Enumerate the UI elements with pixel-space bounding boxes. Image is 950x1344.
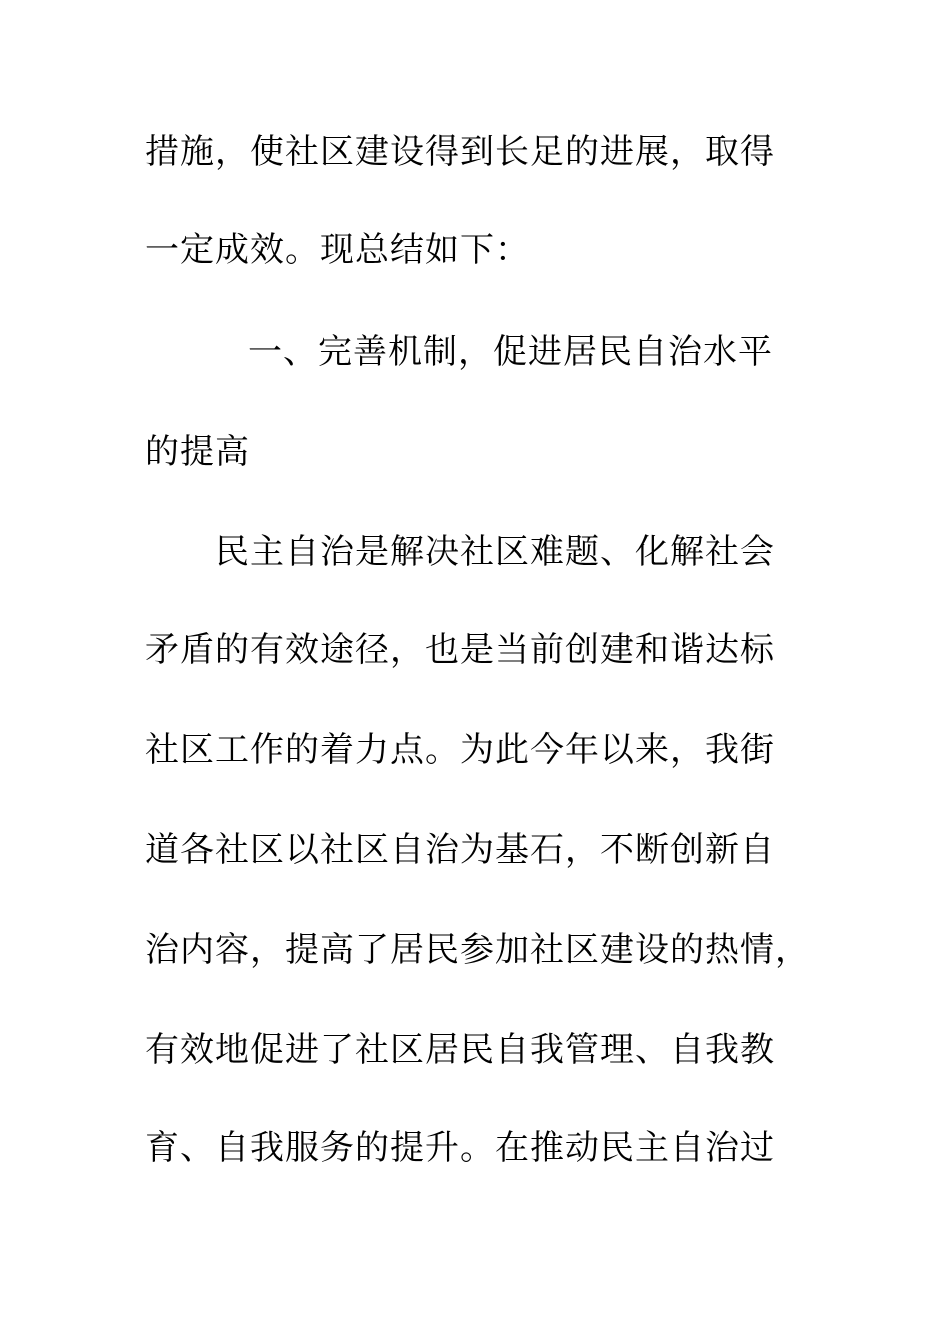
paragraph-line: 道各社区以社区自治为基石，不断创新自 bbox=[145, 830, 775, 870]
section-heading: 一、完善机制，促进居民自治水平 bbox=[248, 332, 773, 372]
paragraph-line: 社区工作的着力点。为此今年以来，我街 bbox=[145, 730, 775, 770]
paragraph-line: 有效地促进了社区居民自我管理、自我教 bbox=[145, 1030, 775, 1070]
paragraph-line: 矛盾的有效途径，也是当前创建和谐达标 bbox=[145, 630, 775, 670]
section-heading-continuation: 的提高 bbox=[145, 432, 250, 472]
paragraph-line: 民主自治是解决社区难题、化解社会 bbox=[215, 532, 775, 572]
paragraph-line: 治内容，提高了居民参加社区建设的热情， bbox=[145, 930, 810, 970]
paragraph-line: 一定成效。现总结如下： bbox=[145, 230, 530, 270]
paragraph-line: 措施，使社区建设得到长足的进展，取得 bbox=[145, 132, 775, 172]
paragraph-line: 育、自我服务的提升。在推动民主自治过 bbox=[145, 1128, 775, 1168]
